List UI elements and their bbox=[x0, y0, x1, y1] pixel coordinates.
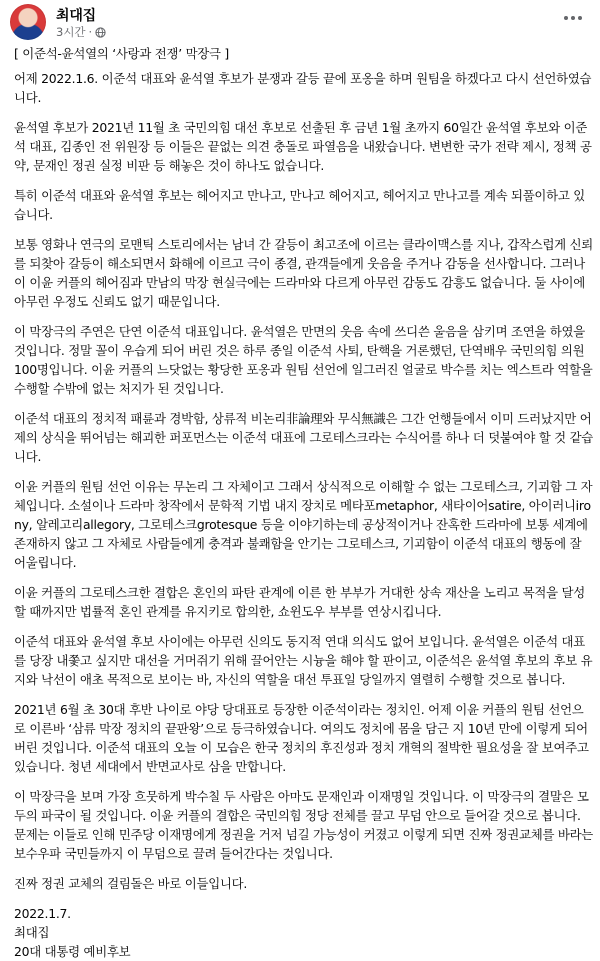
paragraph: 윤석열 후보가 2021년 11월 초 국민의힘 대선 후보로 선출된 후 금년 1월 초까지 60일간 윤석열 후보와 이준석 대표, 김종인 전 위원장 등 이들은 끝없는 의견 충돌로 파열음을 내왔습니다. 변변한 국가 전략 제시, 정책 공약, 문재인 정권 실정 비판 등 해놓은 것이 하나도 없습니다. bbox=[14, 120, 592, 173]
meta-separator: · bbox=[88, 25, 93, 39]
globe-icon[interactable] bbox=[95, 27, 106, 38]
post-header bbox=[10, 4, 590, 40]
paragraph: 이준석 대표와 윤석열 후보 사이에는 아무런 신의도 동지적 연대 의식도 없어 보입니다. 윤석열은 이준석 대표를 당장 내쫓고 싶지만 대선을 거머쥐기 위해 끌어안는 시늉을 해야 할 판이고, 이준석은 윤석열 후보의 후보 유지와 낙선이 애초 목적으로 보이는 바, 자신의 역할을 대선 투표일 당일까지 열렬히 수행할 것으로 봅니다. bbox=[14, 634, 593, 687]
post-meta bbox=[56, 24, 106, 40]
avatar-ring bbox=[10, 4, 46, 40]
signature-name: 최대집 bbox=[14, 925, 50, 940]
paragraph: 어제 2022.1.6. 이준석 대표와 윤석열 후보가 분쟁과 갈등 끝에 포옹을 하며 원팀을 하겠다고 다시 선언하였습니다. bbox=[14, 71, 592, 105]
post-time[interactable]: 3시간 bbox=[56, 25, 86, 39]
more-dot bbox=[571, 16, 575, 20]
post-body bbox=[14, 44, 594, 961]
more-dot bbox=[578, 16, 582, 20]
paragraph: 진짜 정권 교체의 걸림돌은 바로 이들입니다. bbox=[14, 876, 248, 891]
signature-role: 20대 대통령 예비후보 bbox=[14, 944, 131, 959]
paragraph: 특히 이준석 대표와 윤석열 후보는 헤어지고 만나고, 만나고 헤어지고, 헤어지고 만나고를 계속 되풀이하고 있습니다. bbox=[14, 188, 585, 222]
paragraph: 이윤 커플의 그로테스크한 결합은 혼인의 파탄 관계에 이른 한 부부가 거대한 상속 재산을 노리고 목적을 달성할 때까지만 법률적 혼인 관계를 유지키로 합의한, 쇼윈도우 부부를 연상시킵니다. bbox=[14, 585, 585, 619]
author-name[interactable]: 최대집 bbox=[56, 8, 96, 24]
paragraph: 이준석 대표의 정치적 패륜과 경박함, 상류적 비논리非論理와 무식無識은 그간 언행들에서 이미 드러났지만 어제의 상식을 뛰어넘는 해괴한 퍼포먼스는 이준석 대표에 그로테스크라는 수식어를 하나 더 덧붙여야 할 것 같습니다. bbox=[14, 411, 594, 464]
signature-date: 2022.1.7. bbox=[14, 906, 71, 921]
paragraph: 이윤 커플의 원팀 선언 이유는 무논리 그 자체이고 그래서 상식적으로 이해할 수 없는 그로테스크, 기괴함 그 자체입니다. 소설이나 드라마 창작에서 문학적 기법 내지 장치로 메타포metaphor, 새타이어satire, 아이러니irony, 알레고리allegory, 그로테스크grotesque 등을 이야기하는데 공상적이거나 잔혹한 드라마에 보통 세계에 존재하지 않고 그 자체로 사람들에게 충격과 불쾌함을 안기는 그로테스크, 기괴함이 이준석 대표의 행동에 잘 어울립니다. bbox=[14, 479, 593, 570]
post-title: [ 이준석-윤석열의 ‘사랑과 전쟁’ 막장극 ] bbox=[14, 46, 229, 61]
paragraph: 2021년 6월 초 30대 후반 나이로 야당 당대표로 등장한 이준석이라는 정치인. 어제 이윤 커플의 원팀 선언으로 이른바 ‘삼류 막장 정치의 끝판왕’으로 등극하였습니다. 여의도 정치에 몸을 담근 지 10년 만에 이렇게 되어 버린 것입니다. 이준석 대표의 오늘 이 모습은 한국 정치의 후진성과 정치 개혁의 절박한 필요성을 잘 보여주고 있습니다. 청년 세대에서 반면교사로 삼을 만합니다. bbox=[14, 702, 589, 774]
more-dot bbox=[564, 16, 568, 20]
more-options-button[interactable] bbox=[560, 8, 586, 28]
paragraph: 보통 영화나 연극의 로맨틱 스토리에서는 남녀 간 갈등이 최고조에 이르는 클라이맥스를 지나, 갑작스럽게 신뢰를 되찾아 갈등이 해소되면서 화해에 이르고 극이 종결, 관객들에게 웃음을 주거나 감동을 선사합니다. 그러나 이 이윤 커플의 헤어짐과 만남의 막장 현실극에는 드라마와 다르게 아무런 감동도 감흥도 없습니다. 둘 사이에 아무런 우정도 신뢰도 없기 때문입니다. bbox=[14, 237, 594, 309]
paragraph: 이 막장극의 주연은 단연 이준석 대표입니다. 윤석열은 만면의 웃음 속에 쓰디쓴 울음을 삼키며 조연을 하였을 것입니다. 정말 꼴이 우습게 되어 버린 것은 하루 종일 이준석 사퇴, 탄핵을 거론했던, 단역배우 국민의힘 의원 100명입니다. 이윤 커플의 느닷없는 황당한 포옹과 원팀 선언에 일그러진 얼굴로 박수를 치는 엑스트라 역할을 수행할 수밖에 없는 처지가 된 것입니다. bbox=[14, 324, 593, 396]
avatar[interactable] bbox=[10, 4, 46, 40]
paragraph: 이 막장극을 보며 가장 흐뭇하게 박수칠 두 사람은 아마도 문재인과 이재명일 것입니다. 이 막장극의 결말은 모두의 파국이 될 것입니다. 이윤 커플의 결합은 국민의힘 정당 전체를 끌고 무덤 안으로 들어갈 것으로 봅니다. 문제는 이들로 인해 민주당 이재명에게 정권을 거저 넘길 가능성이 커졌고 이렇게 되면 진짜 정권교체를 바라는 보수우파 국민들까지 이 무덤으로 끌려 들어간다는 것입니다. bbox=[14, 789, 594, 861]
